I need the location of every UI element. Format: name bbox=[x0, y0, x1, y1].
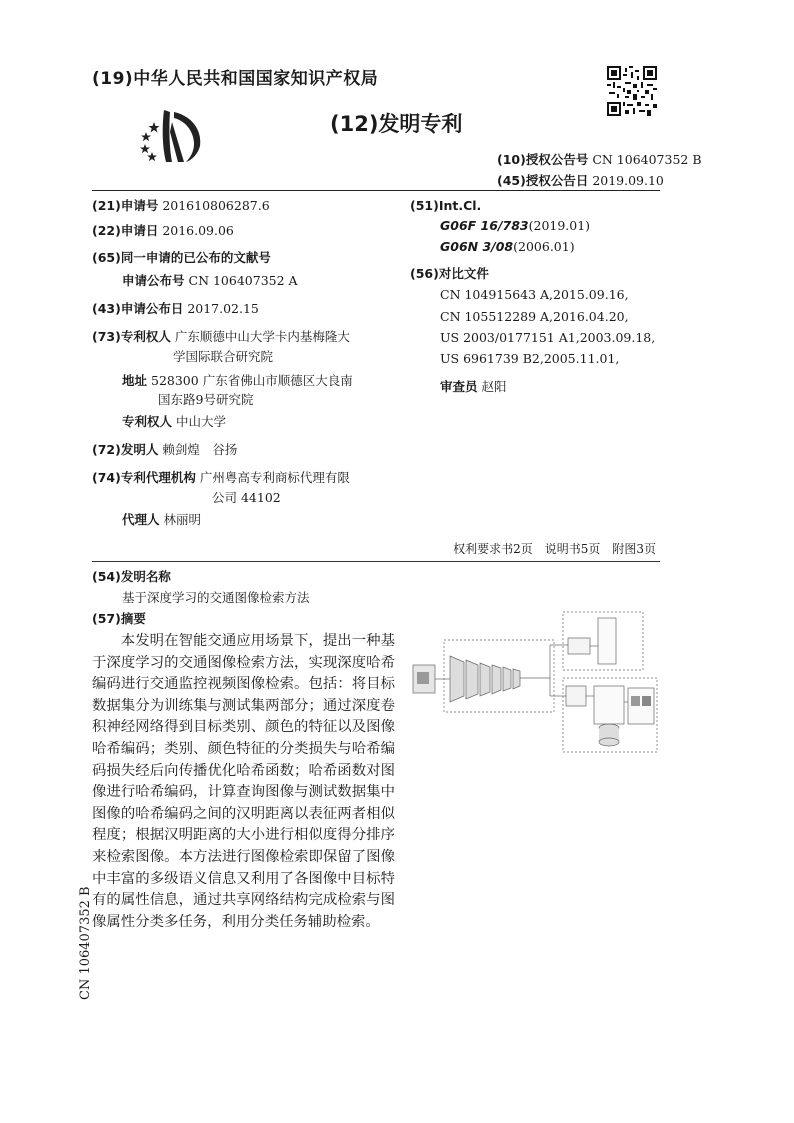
agency-line2: 公司 44102 bbox=[212, 490, 281, 505]
intcl-row-2 bbox=[440, 237, 575, 256]
application-date: 2016.09.06 bbox=[162, 223, 234, 238]
title-label bbox=[92, 567, 171, 586]
patentee2-row bbox=[122, 412, 226, 431]
intcl-version-2: (2006.01) bbox=[513, 239, 575, 254]
address-line1: 528300 广东省佛山市顺德区大良南 bbox=[151, 373, 353, 388]
agency-row bbox=[92, 468, 350, 487]
intcl-label: (51)Int.Cl. bbox=[410, 198, 482, 213]
classifier-box bbox=[568, 638, 590, 654]
publication-number-row bbox=[122, 271, 298, 290]
examiner-label: 审查员 bbox=[440, 379, 478, 394]
inventors: 赖剑煌 谷扬 bbox=[162, 442, 238, 457]
application-number: 201610806287.6 bbox=[162, 198, 270, 213]
title-label-text: (54)发明名称 bbox=[92, 569, 171, 584]
prior-publication-row bbox=[92, 248, 271, 267]
patentee-line1: 广东顺德中山大学卡内基梅隆大 bbox=[174, 329, 350, 344]
publication-date: 2017.02.15 bbox=[187, 301, 259, 316]
publication-date-row bbox=[92, 299, 259, 318]
page-counts: 权利要求书2页 说明书5页 附图3页 bbox=[453, 542, 656, 556]
intcl-code-1: G06F 16/783 bbox=[440, 218, 529, 233]
abstract-label bbox=[92, 609, 146, 628]
agent-label: 代理人 bbox=[122, 512, 160, 527]
address-label: 地址 bbox=[122, 373, 148, 388]
abstract-text: 本发明在智能交通应用场景下，提出一种基于深度学习的交通图像检索方法，实现深度哈希编码进行交通监控视频图像检索。包括：将目标数据集分为训练集与测试集两部分；通过深度卷积神经网络得到目标类别、颜色的特征以及图像哈希编码；类别、颜色特征的分类损失与哈希编码损失经后向传播优化哈希函数；哈希函数对图像进行哈希编码，计算查询图像与测试数据集中图像的哈希编码之间的汉明距离以表征两者相似程度；根据汉明距离的大小进行相似度得分排序来检索图像。本方法进行图像检索即保留了图像中丰富的多级语义信息又利用了各图像中目标特有的属性信息，通过共享网络结构完成检索与图像属性分类多任务，利用分类任务辅助检索。 bbox=[92, 633, 395, 930]
agency-line1: 广州粤高专利商标代理有限 bbox=[199, 470, 350, 485]
reference-3: US 2003/0177151 A1,2003.09.18, bbox=[440, 330, 656, 345]
address-row bbox=[122, 371, 353, 390]
application-number-label: (21)申请号 bbox=[92, 198, 159, 213]
inventor-row bbox=[92, 440, 237, 459]
agency-label: (74)专利代理机构 bbox=[92, 470, 196, 485]
sipo-logo-icon bbox=[134, 106, 204, 164]
attribute-list-box bbox=[598, 618, 616, 664]
hashing-box bbox=[566, 686, 586, 706]
patentee-label: (73)专利权人 bbox=[92, 329, 171, 344]
examiner-row bbox=[440, 377, 507, 396]
agent-row bbox=[122, 510, 201, 529]
publication-date-label: (43)申请公布日 bbox=[92, 301, 184, 316]
examiner: 赵阳 bbox=[481, 379, 507, 394]
inventor-label: (72)发明人 bbox=[92, 442, 159, 457]
application-date-row bbox=[92, 221, 234, 240]
grant-date-row bbox=[497, 171, 664, 189]
grant-number: CN 106407352 B bbox=[592, 152, 702, 167]
header-divider bbox=[92, 190, 660, 191]
application-number-row bbox=[92, 196, 270, 215]
publication-number: CN 106407352 A bbox=[188, 273, 298, 288]
address-line2: 国东路9号研究院 bbox=[158, 392, 254, 407]
grant-date: 2019.09.10 bbox=[592, 173, 664, 188]
hash-code-box bbox=[594, 686, 624, 724]
references-label: (56)对比文件 bbox=[410, 266, 489, 281]
application-date-label: (22)申请日 bbox=[92, 223, 159, 238]
reference-1: CN 104915643 A,2015.09.16, bbox=[440, 287, 629, 302]
patentee2: 中山大学 bbox=[176, 414, 227, 429]
reference-2: CN 105512289 A,2016.04.20, bbox=[440, 309, 629, 324]
grant-date-label: (45)授权公告日 bbox=[497, 173, 589, 188]
patentee-line2: 学国际联合研究院 bbox=[173, 349, 274, 364]
qr-code-icon bbox=[607, 66, 657, 116]
intcl-row-1 bbox=[440, 216, 590, 235]
sidebar-document-number: CN 106407352 B bbox=[78, 886, 93, 1000]
section-divider bbox=[92, 561, 660, 562]
publication-number-label: 申请公布号 bbox=[122, 273, 185, 288]
patentee-row bbox=[92, 327, 350, 346]
patentee2-label: 专利权人 bbox=[122, 414, 173, 429]
abstract-label-text: (57)摘要 bbox=[92, 611, 146, 626]
invention-title: 基于深度学习的交通图像检索方法 bbox=[122, 590, 310, 605]
abstract-figure bbox=[408, 610, 660, 755]
intcl-code-2: G06N 3/08 bbox=[440, 239, 514, 254]
reference-4: US 6961739 B2,2005.11.01, bbox=[440, 351, 620, 366]
intcl-version-1: (2019.01) bbox=[528, 218, 591, 233]
agent: 林丽明 bbox=[163, 512, 202, 527]
grant-number-label: (10)授权公告号 bbox=[497, 152, 589, 167]
grant-number-row bbox=[497, 150, 702, 168]
document-type: (12)发明专利 bbox=[330, 112, 463, 136]
issuing-office: (19)中华人民共和国国家知识产权局 bbox=[92, 69, 379, 89]
prior-publication-label: (65)同一申请的已公布的文献号 bbox=[92, 250, 271, 265]
